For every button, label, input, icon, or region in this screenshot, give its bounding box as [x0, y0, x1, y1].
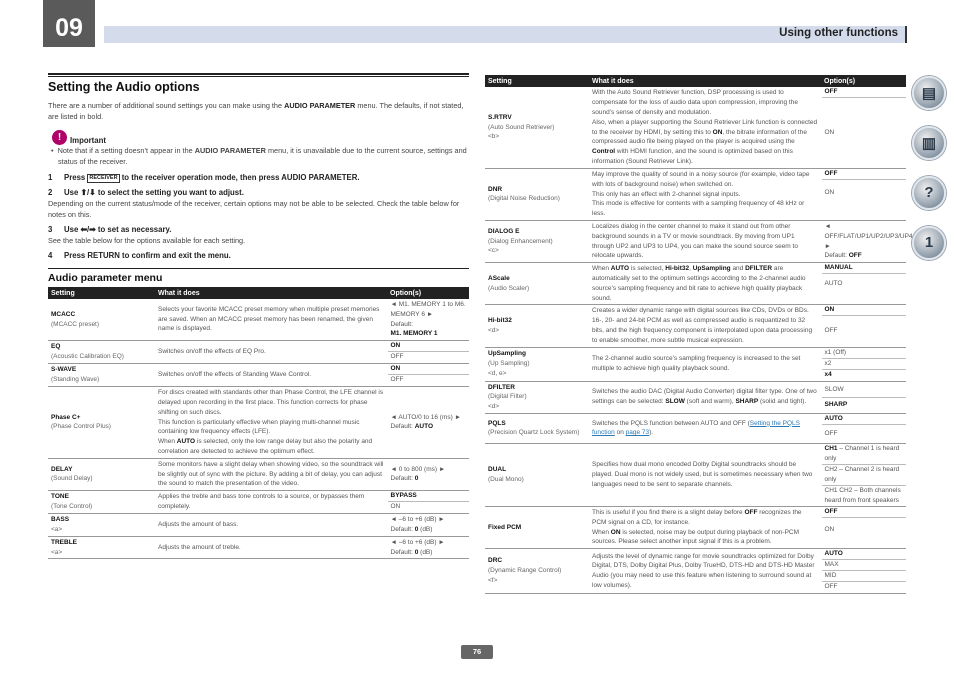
side-nav — [912, 76, 948, 276]
table-row: DRC (Dynamic Range Control) <f> Adjusts the level of dynamic range for movie soundtracks optimized for Dolby Digital, DTS, Dolby Digital Plus, Dolby TrueHD, DTS-HD and DTS-HD Master Audio (you may need to use this feature when listening to surround sound at low volumes). AUTO MAX MID OFF — [485, 549, 906, 594]
table-row: TONE (Tone Control) Applies the treble and bass tone controls to a source, or bypasses them completely. BYPASS ON — [48, 491, 469, 514]
table-row: Fixed PCM This is useful if you find there is a slight delay before OFF recognizes the PCM signal on a CD, for instance. When ON is selected, noise may be output during playback of non-PCM sources. Please select another input signal if this is a problem. OFF ON — [485, 506, 906, 548]
table-row: Hi-bit32 <d> Creates a wider dynamic range with digital sources like CDs, DVDs or BDs. 16-, 20- and 24-bit PCM as well as compressed audio is requantized to 32 bits, and the high frequency component is interpolated upon data processing to enable smoother, more subtle musical expression. ON OFF — [485, 305, 906, 347]
divider — [48, 268, 469, 269]
table-header-row — [485, 75, 906, 87]
important-bullet: • Note that if a setting doesn’t appear in the AUDIO PARAMETER menu, it is unavailable due to the current source, settings and status of the receiver. — [51, 146, 467, 166]
table-row: S.RTRV (Auto Sound Retriever) <b> With the Auto Sound Retriever function, DSP processing is used to compensate for the loss of audio data upon compression, improving the sound’s sense of density and modulation. Also, when a player supporting the Sound Retriever Link function is connected to the receiver by HDMI, by setting this to ON, the bitrate information of the compressed audio file being played on the player is acquired using the Control with HDMI function, and the sound is optimized based on this information (Sound Retriever Link). OFF ON — [485, 87, 906, 169]
page-link[interactable]: page 73 — [625, 429, 650, 437]
important-label: Important — [70, 136, 106, 145]
col-what: What it does — [589, 75, 821, 87]
table-row: MCACC (MCACC preset) Selects your favorite MCACC preset memory when multiple preset memories are saved. When an MCACC preset memory has been renamed, the given name is displayed. ◄ M1. MEMORY 1 to M6. MEMORY 6 ► Default: M1. MEMORY 1 — [48, 299, 469, 341]
table-row: DUAL (Dual Mono) Specifies how dual mono encoded Dolby Digital soundtracks should be played. Dual mono is not widely used, but is sometimes necessary when two languages need to be sent to separate channels. CH1 – Channel 1 is heard only CH2 – Channel 2 is heard only CH1 CH2 – Both channels heard from front speakers — [485, 443, 906, 506]
right-column — [485, 75, 913, 594]
col-options: Option(s) — [821, 75, 906, 87]
audio-parameter-table-continued — [485, 75, 913, 594]
table-row: DFILTER (Digital Filter) <d> Switches the audio DAC (Digital Audio Converter) digital filter type. One of two settings can be selected: SLOW (soft and warm), SHARP (solid and tight). SLOW SHARP — [485, 381, 906, 413]
page-title: Setting the Audio options — [48, 80, 200, 94]
intro-text: There are a number of additional sound settings you can make using the AUDIO PARAMETER menu. The defaults, if not stated, are listed in bold. — [48, 101, 464, 121]
table-row: DELAY (Sound Delay) Some monitors have a slight delay when showing video, so the soundtrack will be slightly out of sync with the picture. By adding a bit of delay, you can adjust the sound to match the presentation of the video. ◄ 0 to 800 (ms) ► Default: 0 — [48, 458, 469, 490]
table-row: TREBLE <a> Adjusts the amount of treble. ◄ –6 to +6 (dB) ► Default: 0 (dB) — [48, 536, 469, 559]
page-number: 76 — [461, 645, 493, 659]
step-2-note: Depending on the current status/mode of the receiver, certain options may not be able to be selected. Check the table below for notes on this. — [48, 199, 460, 219]
col-setting: Setting — [485, 75, 589, 87]
step-3: 3 Use ⬅/➡ to set as necessary. — [48, 225, 172, 234]
remote-icon[interactable]: ▥ — [912, 126, 946, 160]
chapter-number: 09 — [43, 0, 95, 47]
table-row: UpSampling (Up Sampling) <d, e> The 2-channel audio source’s sampling frequency is increased to the set multiple to achieve high quality playback sound. x1 (Off) x2 x4 — [485, 347, 906, 381]
section-header — [104, 26, 907, 43]
col-what: What it does — [155, 287, 387, 299]
col-options: Option(s) — [387, 287, 469, 299]
col-setting: Setting — [48, 287, 155, 299]
step-4: 4 Press RETURN to confirm and exit the menu. — [48, 251, 231, 260]
step-2: 2 Use ⬆/⬇ to select the setting you want to adjust. — [48, 188, 244, 197]
table-title: Audio parameter menu — [48, 272, 163, 284]
important-icon: ! — [52, 130, 67, 145]
table-header-row — [48, 287, 469, 299]
question-icon[interactable]: ? — [912, 176, 946, 210]
section-title: Using other functions — [779, 27, 898, 39]
quickstart-icon[interactable]: 1 — [912, 226, 946, 260]
step-3-note: See the table below for the options available for each setting. — [48, 236, 246, 245]
table-row: DIALOG E (Dialog Enhancement) <c> Localizes dialog in the center channel to make it stand out from other background sounds in a TV or movie soundtrack. By moving from UP1 through UP2 and UP3 to UP4, you can make the sound source seem to relocate upwards. ◄ OFF/FLAT/UP1/UP2/UP3/UP4 ► Default: OFF — [485, 220, 906, 262]
table-row: Phase C+ (Phase Control Plus) For discs created with standards other than Phase Control, the LFE channel is delayed upon recording in the first place. This function corrects for phase shifting on such discs. This function is particularly effective when playing multi-channel music containing low frequency effects (LFE). When AUTO is selected, only the low range delay but also the polarity and correlation are detected to achieve the optimum effect. ◄ AUTO/0 to 16 (ms) ► Default: AUTO — [48, 387, 469, 459]
table-row: PQLS (Precision Quartz Lock System) Switches the PQLS function between AUTO and OFF (Setting the PQLS function on page 73). AUTO OFF — [485, 413, 906, 443]
receiver-key: RECEIVER — [89, 175, 118, 181]
table-row: EQ (Acoustic Calibration EQ) Switches on/off the effects of EQ Pro. ON OFF — [48, 341, 469, 364]
table-row: BASS <a> Adjusts the amount of bass. ◄ –6 to +6 (dB) ► Default: 0 (dB) — [48, 514, 469, 537]
table-row: S-WAVE (Standing Wave) Switches on/off the effects of Standing Wave Control. ON OFF — [48, 364, 469, 387]
important-note — [48, 130, 469, 145]
audio-parameter-table — [48, 287, 469, 559]
book-icon[interactable]: ▤ — [912, 76, 946, 110]
pqls-link[interactable]: Setting the PQLS function — [592, 419, 800, 437]
table-row: DNR (Digital Noise Reduction) May improve the quality of sound in a noisy source (for example, video tape with lots of background noise) when switched on. This only has an effect with 2-channel signal inputs. This mode is effective for contents with a sampling frequency of 48 kHz or less. OFF ON — [485, 169, 906, 221]
table-row: AScale (Audio Scaler) When AUTO is selected, Hi-bit32, UpSampling and DFILTER are automatically set to the optimum settings according to the 2-channel audio source’s sampling frequency and bit rate to achieve high quality playback sound. MANUAL AUTO — [485, 263, 906, 305]
divider — [48, 73, 469, 77]
step-1: 1 Press RECEIVER to the receiver operation mode, then press AUDIO PARAMETER. — [48, 173, 360, 182]
left-column — [48, 73, 469, 559]
